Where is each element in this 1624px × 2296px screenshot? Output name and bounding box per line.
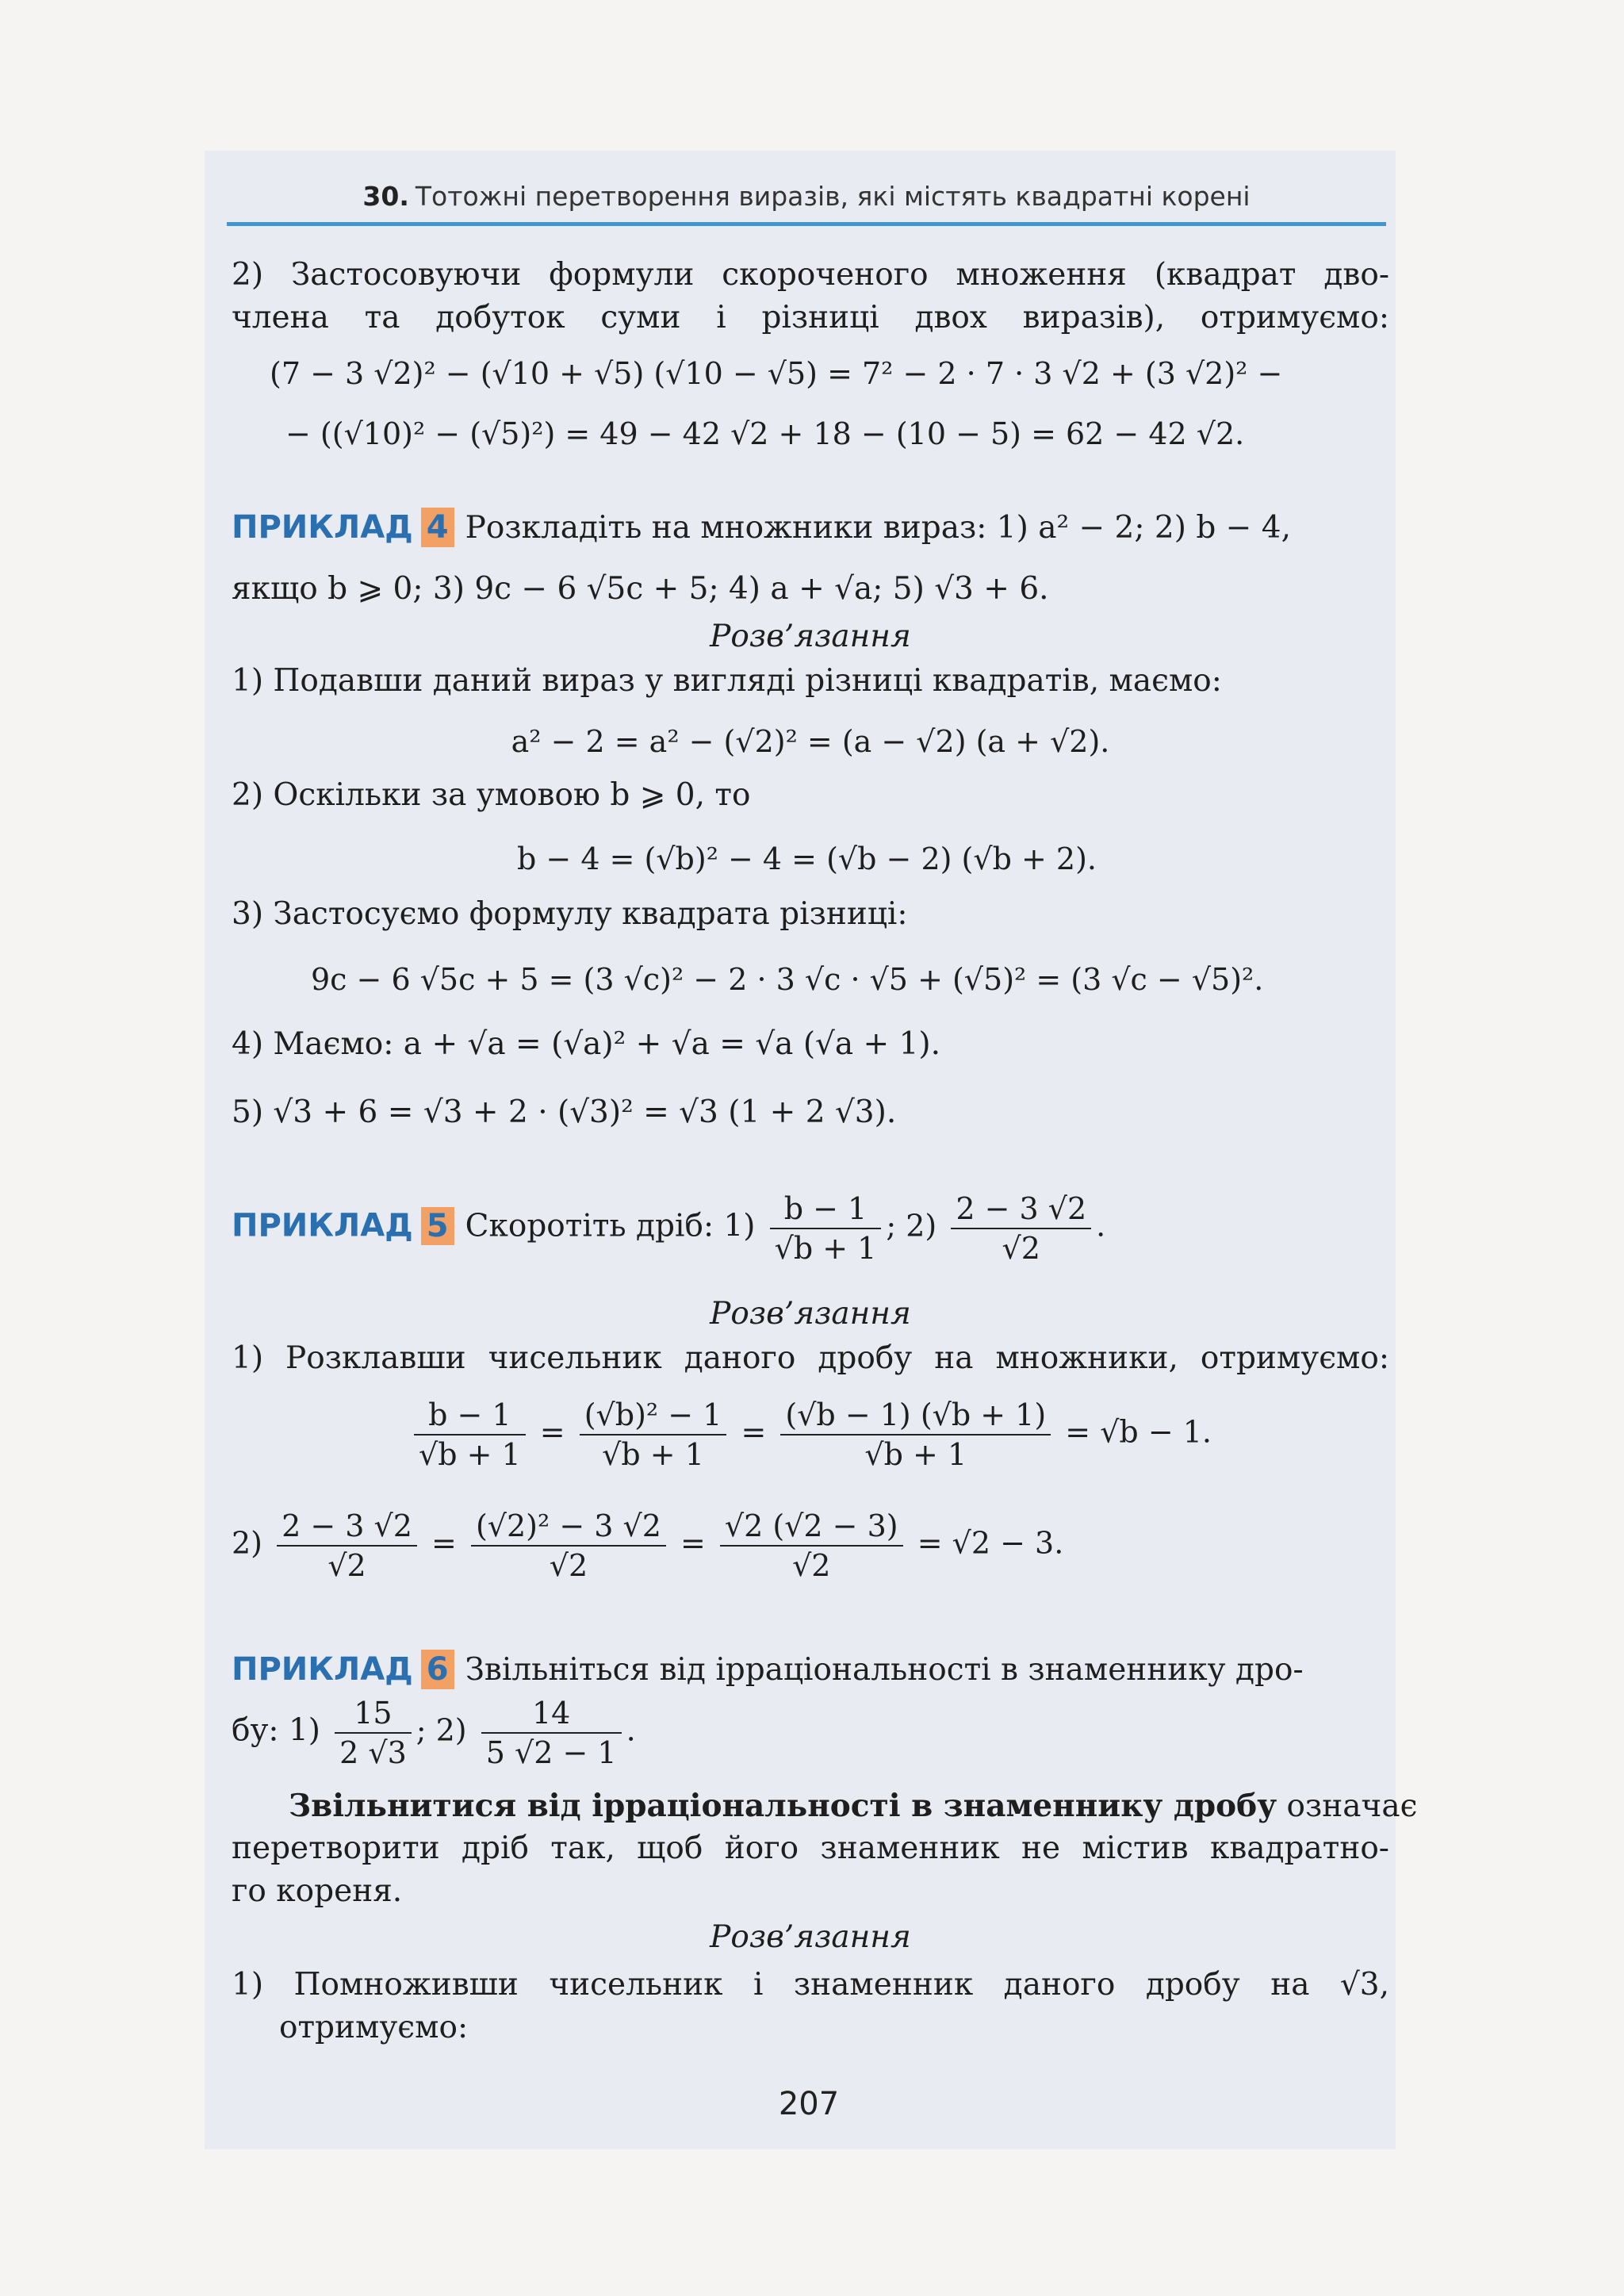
running-header: [227, 168, 1386, 224]
text-line: 5) √3 + 6 = √3 + 2 · (√3)² = √3 (1 + 2 √3).: [232, 1094, 897, 1130]
example-task: Звільніться від ірраціональності в знаменнику дро-: [465, 1652, 1304, 1688]
text-line: 4) Маємо: a + √a = (√a)² + √a = √a (√a + 1).: [232, 1026, 941, 1062]
example-label: ПРИКЛАД: [232, 509, 413, 546]
solution-heading: Розв’язання: [710, 1296, 911, 1332]
text-line: го кореня.: [232, 1873, 403, 1909]
fraction: $\frac{b - 1}{√b + 1}$: [770, 1190, 882, 1267]
header-rule: [227, 222, 1386, 226]
example-number: 4: [421, 508, 454, 547]
text-line: отримуємо:: [279, 2010, 469, 2045]
example-number: 6: [421, 1650, 454, 1689]
solution-heading: Розв’язання: [710, 619, 911, 654]
text-line: 3) Застосуємо формулу квадрата різниці:: [232, 896, 908, 932]
definition-line: Звільнитися від ірраціональності в знаменнику дробу означає: [289, 1788, 1418, 1824]
example-label: ПРИКЛАД: [232, 1651, 413, 1688]
text-line: перетворити дріб так, щоб його знаменник не містив квадратно-: [232, 1830, 1389, 1866]
text-line: члена та добуток суми і різниці двох виразів), отримуємо:: [232, 300, 1389, 335]
text-line: 2) Застосовуючи формули скороченого множення (квадрат дво-: [232, 257, 1389, 293]
text-line: якщо b ⩾ 0; 3) 9c − 6 √5c + 5; 4) a + √a; 5) √3 + 6.: [232, 571, 1049, 607]
section-number: 30.: [362, 180, 409, 212]
fraction: $\frac{2 - 3 √2}{√2}$: [951, 1190, 1091, 1267]
example-heading: [232, 1650, 1389, 1690]
text-line: 1) Розклавши чисельник даного дробу на множники, отримуємо:: [232, 1340, 1389, 1376]
example-heading: ПРИКЛАД 5 Скоротіть дріб: 1) $\frac{b - 1}{√b + 1}$ ; 2) $\frac{2 - 3 √2}{√2}$ .: [232, 1191, 1106, 1266]
equation: 2) $\frac{2 - 3 √2}{√2}$ = $\frac{\text{(√2)² − 3 √2}}{√2}$ = $\frac{√2 (√2 - 3)}{√2}$ = √2 − 3.: [232, 1508, 1064, 1583]
page-number: 207: [778, 2086, 840, 2122]
text-line: 2) Оскільки за умовою b ⩾ 0, то: [232, 777, 751, 813]
solution-heading: Розв’язання: [710, 1919, 911, 1955]
example-label: ПРИКЛАД: [232, 1207, 413, 1244]
equation: − ((√10)² − (√5)²) = 49 − 42 √2 + 18 − (10 − 5) = 62 − 42 √2.: [285, 416, 1245, 451]
text-line: бу: 1) $\frac{15}{2 √3}$ ; 2) $\frac{14}{5 √2 - 1}$ .: [232, 1696, 636, 1770]
section-title: Тотожні перетворення виразів, які містять квадратні корені: [415, 180, 1251, 212]
example-task: Скоротіть дріб: 1): [465, 1208, 756, 1244]
equation: $\frac{b - 1}{√b + 1}$ = $\frac{\text{(√b)² − 1}}{√b + 1}$ = $\frac{(√b - 1) (√b + 1)}{√b + 1}$ = √b − 1.: [232, 1396, 1389, 1474]
equation: 9c − 6 √5c + 5 = (3 √c)² − 2 · 3 √c · √5 + (√5)² = (3 √c − √5)².: [311, 962, 1264, 997]
example-heading: [232, 508, 1389, 548]
equation: a² − 2 = a² − (√2)² = (a − √2) (a + √2).: [511, 724, 1110, 759]
example-task: Розкладіть на множники вираз: 1) a² − 2; 2) b − 4,: [465, 510, 1291, 546]
text-line: 1) Помноживши чисельник і знаменник даного дробу на √3,: [232, 1967, 1389, 2003]
equation: (7 − 3 √2)² − (√10 + √5) (√10 − √5) = 7² − 2 · 7 · 3 √2 + (3 √2)² −: [270, 356, 1283, 391]
text-line: 1) Подавши даний вираз у вигляді різниці квадратів, маємо:: [232, 663, 1222, 699]
definition-term: Звільнитися від ірраціональності в знаменнику дробу: [289, 1788, 1277, 1824]
equation: b − 4 = (√b)² − 4 = (√b − 2) (√b + 2).: [517, 841, 1097, 876]
example-number: 5: [421, 1207, 454, 1245]
